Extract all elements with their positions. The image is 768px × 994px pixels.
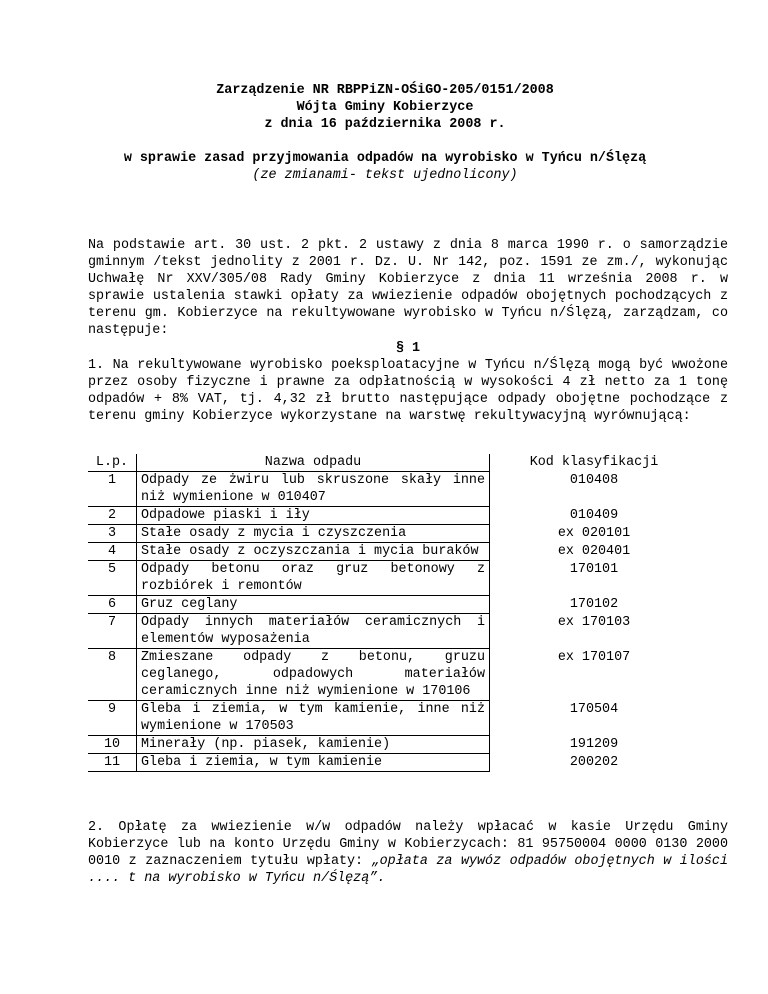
- header-code: Kod klasyfikacji: [529, 455, 659, 470]
- row-classification-code: 170102: [569, 596, 619, 612]
- document-subject: [80, 150, 690, 184]
- table-row: [88, 525, 698, 543]
- row-waste-name: Gleba i ziemia, w tym kamienie: [137, 754, 490, 772]
- row-lp: 7: [88, 614, 137, 649]
- table-row: [88, 507, 698, 525]
- row-waste-name: Stałe osady z mycia i czyszczenia: [137, 525, 490, 543]
- row-lp: 11: [88, 754, 137, 772]
- ordinance-number: Zarządzenie NR RBPPiZN-OŚiGO-205/0151/2008: [216, 83, 554, 98]
- row-classification-code: 170101: [569, 561, 619, 577]
- row-waste-name: Odpady innych materiałów ceramicznych i elementów wyposażenia: [137, 614, 490, 649]
- section-intro-paragraph: 1. Na rekultywowane wyrobisko poeksploatacyjne w Tyńcu n/Ślęzą mogą być wwożone przez osoby fizyczne i prawne za odpłatnością w wysokości 4 zł netto za 1 tonę odpadów + 8% VAT, tj. 4,32 zł brutto następujące odpady obojętne pochodzące z terenu gminy Kobierzyce wykorzystane na warstwę rekultywacyjną wyrównującą:: [88, 358, 728, 424]
- payment-title-quote: „opłata za wywóz odpadów obojętnych w ilości .... t na wyrobisko w Tyńcu n/Ślęzą”.: [88, 854, 729, 886]
- issue-date: z dnia 16 października 2008 r.: [264, 117, 506, 132]
- table-row: [88, 736, 698, 754]
- row-waste-name: Stałe osady z oczyszczania i mycia buraków: [137, 543, 490, 561]
- document-header: [80, 82, 690, 133]
- row-lp: 3: [88, 525, 137, 543]
- header-lp: L.p.: [88, 454, 137, 472]
- row-classification-code: ex 170107: [557, 649, 631, 665]
- row-lp: 5: [88, 561, 137, 596]
- waste-table: [88, 454, 698, 772]
- row-waste-name: Gleba i ziemia, w tym kamienie, inne niż wymienione w 170503: [137, 701, 490, 736]
- table-row: [88, 701, 698, 736]
- preamble-paragraph: Na podstawie art. 30 ust. 2 pkt. 2 ustawy z dnia 8 marca 1990 r. o samorządzie gminnym /tekst jednolity z 2001 r. Dz. U. Nr 142, poz. 1591 ze zm./, wykonując Uchwałę Nr XXV/305/08 Rady Gminy Kobierzyce z dnia 11 września 2008 r. w sprawie ustalenia stawki opłaty za wwiezienie odpadów obojętnych pochodzących z terenu gm. Kobierzyce na rekultywowane wyrobisko w Tyńcu n/Ślęzą, zarządzam, co następuje:: [88, 238, 728, 338]
- table-header-row: [88, 454, 698, 472]
- row-classification-code: 200202: [569, 754, 619, 770]
- point2-paragraph: [88, 819, 728, 887]
- table-row: [88, 596, 698, 614]
- row-lp: 2: [88, 507, 137, 525]
- row-classification-code: ex 020401: [557, 543, 631, 559]
- table-row: [88, 754, 698, 772]
- table-row: [88, 472, 698, 507]
- row-waste-name: Minerały (np. piasek, kamienie): [137, 736, 490, 754]
- row-lp: 1: [88, 472, 137, 507]
- table-row: [88, 561, 698, 596]
- table-row: [88, 649, 698, 701]
- point2-text: 2. Opłatę za wwiezienie w/w odpadów należy wpłacać w kasie Urzędu Gminy Kobierzyce lub na konto Urzędu Gminy w Kobierzycach: 81 95750004 0000 0130 2000 0010 z zaznaczeniem tytułu wpłaty:: [88, 820, 728, 869]
- row-classification-code: 010408: [569, 472, 619, 488]
- row-lp: 4: [88, 543, 137, 561]
- table-row: [88, 614, 698, 649]
- header-name: Nazwa odpadu: [137, 454, 490, 472]
- subject-title: w sprawie zasad przyjmowania odpadów na wyrobisko w Tyńcu n/Ślęzą: [123, 151, 647, 166]
- row-classification-code: 170504: [569, 701, 619, 717]
- row-classification-code: 010409: [569, 507, 619, 523]
- row-lp: 8: [88, 649, 137, 701]
- section-heading: § 1: [395, 341, 421, 356]
- row-waste-name: Odpady betonu oraz gruz betonowy z rozbiórek i remontów: [137, 561, 490, 596]
- row-lp: 9: [88, 701, 137, 736]
- subject-note: (ze zmianami- tekst ujednolicony): [252, 168, 518, 183]
- row-waste-name: Odpady ze żwiru lub skruszone skały inne niż wymienione w 010407: [137, 472, 490, 507]
- row-lp: 10: [88, 736, 137, 754]
- row-classification-code: 191209: [569, 736, 619, 752]
- row-waste-name: Gruz ceglany: [137, 596, 490, 614]
- row-classification-code: ex 020101: [557, 525, 631, 541]
- issuer: Wójta Gminy Kobierzyce: [296, 100, 474, 115]
- row-waste-name: Odpadowe piaski i iły: [137, 507, 490, 525]
- row-waste-name: Zmieszane odpady z betonu, gruzu ceglanego, odpadowych materiałów ceramicznych inne niż wymienione w 170106: [137, 649, 490, 701]
- row-classification-code: ex 170103: [557, 614, 631, 630]
- row-lp: 6: [88, 596, 137, 614]
- table-row: [88, 543, 698, 561]
